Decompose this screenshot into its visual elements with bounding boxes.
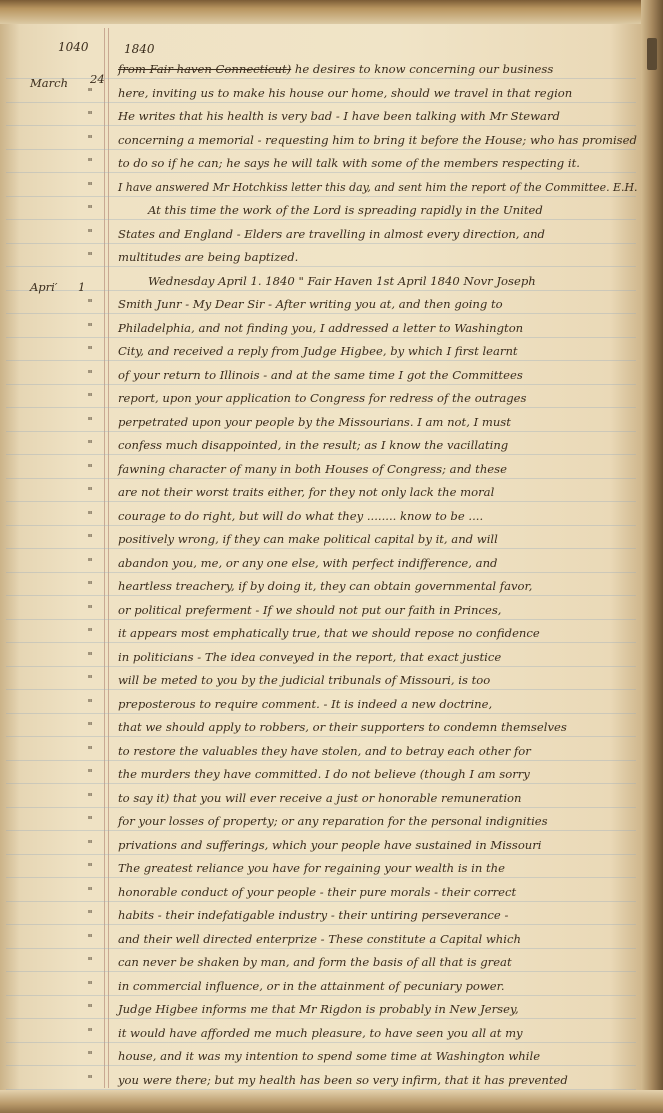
ditto-mark: " (87, 532, 93, 545)
ruled-line (6, 995, 636, 996)
ruled-line (6, 830, 636, 831)
ruled-line (6, 149, 636, 150)
manuscript-line: it would have afforded me much pleasure, to have seen you all at my (118, 1025, 523, 1040)
manuscript-line: you were there; but my health has been so very infirm, that it has prevented (118, 1072, 568, 1087)
ditto-mark: " (87, 720, 93, 733)
manuscript-line: At this time the work of the Lord is spreading rapidly in the United (148, 203, 543, 217)
manuscript-line: the murders they have committed. I do not believe (though I am sorry (118, 767, 530, 781)
ruled-line (6, 807, 636, 808)
manuscript-line: Philadelphia, and not finding you, I addressed a letter to Washington (118, 320, 524, 335)
margin-rule (104, 28, 105, 1088)
ruled-line (6, 783, 636, 784)
ditto-mark: " (87, 508, 93, 522)
manuscript-line: report, upon your application to Congress for redress of the outrages (118, 391, 527, 405)
margin-year-header: 1040 (58, 40, 89, 54)
ditto-mark: " (87, 367, 93, 381)
ditto-mark: " (87, 1072, 93, 1086)
manuscript-line: are not their worst traits either, for they not only lack the moral (118, 485, 495, 499)
ruled-line (6, 407, 636, 408)
manuscript-line: City, and received a reply from Judge Higbee, by which I first learnt (118, 344, 518, 358)
ditto-mark: " (87, 978, 93, 992)
manuscript-line: heartless treachery, if by doing it, they can obtain governmental favor, (118, 579, 533, 593)
manuscript-line: for your losses of property; or any reparation for the personal indignities (118, 814, 548, 828)
manuscript-line: here, inviting us to make his house our home, should we travel in that region (118, 85, 573, 100)
manuscript-line: privations and sufferings, which your people have sustained in Missouri (118, 837, 542, 852)
ditto-mark: " (87, 179, 93, 193)
ditto-mark: " (87, 837, 93, 851)
ditto-mark: " (87, 767, 93, 780)
book-binding (641, 0, 663, 1113)
ruled-line (6, 901, 636, 902)
manuscript-line: He writes that his health is very bad - I have been talking with Mr Steward (118, 109, 560, 123)
page-bottom-edge (0, 1090, 663, 1113)
ruled-line (6, 666, 636, 667)
manuscript-line: in commercial influence, or in the attainment of pecuniary power. (118, 978, 505, 993)
ruled-line (6, 313, 636, 314)
manuscript-line: in politicians - The idea conveyed in the report, that exact justice (118, 649, 502, 664)
manuscript-line: courage to do right, but will do what they ........ know to be .... (118, 508, 484, 523)
margin-date-march: March (30, 76, 68, 90)
ruled-line (6, 1042, 636, 1043)
manuscript-line: to restore the valuables they have stolen, and to betray each other for (118, 743, 531, 758)
page-year-header: 1840 (124, 42, 155, 56)
ditto-mark: " (87, 109, 93, 122)
ditto-mark: " (87, 626, 93, 639)
manuscript-line: concerning a memorial - requesting him to bring it before the House; who has promised (118, 132, 637, 147)
manuscript-line: The greatest reliance you have for regaining your wealth is in the (118, 861, 506, 875)
ditto-mark: " (87, 743, 93, 757)
manuscript-line: I have answered Mr Hotchkiss letter this day, and sent him the report of the Committee. E.H. (118, 179, 638, 194)
ditto-mark: " (87, 602, 93, 616)
ditto-mark: " (87, 226, 93, 240)
ruled-line (6, 290, 636, 291)
ruled-line (6, 1018, 636, 1019)
ruled-line (6, 689, 636, 690)
manuscript-line: to say it) that you will ever receive a just or honorable remuneration (118, 790, 522, 805)
ditto-mark: " (87, 438, 93, 451)
ruled-line (6, 266, 636, 267)
ruled-line (6, 572, 636, 573)
manuscript-line: house, and it was my intention to spend some time at Washington while (118, 1049, 541, 1063)
ruled-line (6, 548, 636, 549)
ditto-mark: " (87, 884, 93, 898)
ditto-mark: " (87, 1002, 93, 1015)
ditto-mark: " (87, 297, 93, 310)
ditto-mark: " (87, 790, 93, 804)
ditto-mark: " (87, 955, 93, 968)
ditto-mark: " (87, 414, 93, 428)
ruled-line (6, 619, 636, 620)
ruled-line (6, 642, 636, 643)
ditto-mark: " (87, 861, 93, 874)
ruled-line (6, 971, 636, 972)
ruled-line (6, 854, 636, 855)
ruled-line (6, 948, 636, 949)
manuscript-line: preposterous to require comment. - It is indeed a new doctrine, (118, 696, 493, 711)
manuscript-line: to do so if he can; he says he will talk with some of the members respecting it. (118, 156, 580, 170)
ditto-mark: " (87, 461, 93, 475)
ditto-mark: " (87, 579, 93, 592)
ruled-line (6, 525, 636, 526)
ditto-mark: " (87, 931, 93, 945)
ditto-mark: " (87, 250, 93, 263)
ditto-mark: " (87, 908, 93, 921)
ruled-line (6, 125, 636, 126)
manuscript-line: it appears most emphatically true, that we should repose no confidence (118, 626, 540, 640)
ditto-mark: " (87, 649, 93, 663)
manuscript-line: habits - their indefatigable industry - their untiring perseverance - (118, 908, 509, 922)
manuscript-line: honorable conduct of your people - their pure morals - their correct (118, 884, 517, 899)
manuscript-line: fawning character of many in both Houses of Congress; and these (118, 461, 507, 476)
margin-date-april: Apri′ (30, 280, 58, 294)
ditto-mark: " (87, 814, 93, 827)
ditto-mark: " (87, 673, 93, 686)
ruled-line (6, 760, 636, 761)
struck-text: from Fair haven Connecticut) (118, 62, 292, 76)
ditto-mark: " (87, 320, 93, 334)
ruled-line (6, 924, 636, 925)
ditto-mark: " (87, 132, 93, 146)
manuscript-line: abandon you, me, or any one else, with perfect indifference, and (118, 555, 498, 570)
ruled-line (6, 595, 636, 596)
ditto-mark: " (87, 85, 93, 99)
ruled-line (6, 337, 636, 338)
margin-day-march: 24 (90, 72, 105, 86)
manuscript-line: will be meted to you by the judicial tribunals of Missouri, is too (118, 673, 491, 687)
manuscript-line: Smith Junr - My Dear Sir - After writing you at, and then going to (118, 297, 503, 311)
manuscript-line: positively wrong, if they can make political capital by it, and will (118, 532, 498, 546)
manuscript-line: multitudes are being baptized. (118, 250, 299, 264)
ruled-line (6, 454, 636, 455)
ruled-line (6, 431, 636, 432)
margin-day-april: 1 (78, 280, 86, 294)
ditto-mark: " (87, 203, 93, 216)
ruled-line (6, 102, 636, 103)
ditto-mark: " (87, 696, 93, 710)
ruled-line (6, 172, 636, 173)
ruled-line (6, 736, 636, 737)
ditto-mark: " (87, 1049, 93, 1062)
ruled-line (6, 360, 636, 361)
ruled-line (6, 877, 636, 878)
ruled-line (6, 713, 636, 714)
manuscript-line: confess much disappointed, in the result; as I know the vacillating (118, 438, 509, 452)
ditto-mark: " (87, 1025, 93, 1039)
ditto-mark: " (87, 344, 93, 357)
manuscript-line: from Fair haven Connecticut) he desires to know concerning our business (118, 62, 554, 76)
manuscript-line: and their well directed enterprize - These constitute a Capital which (118, 931, 521, 946)
ruled-line (6, 478, 636, 479)
manuscript-line: Wednesday April 1. 1840 " Fair Haven 1st April 1840 Novr Joseph (148, 273, 536, 288)
ruled-line (6, 219, 636, 220)
ruled-line (6, 1065, 636, 1066)
manuscript-line: or political preferment - If we should not put our faith in Princes, (118, 602, 502, 617)
page-top-edge (0, 0, 663, 24)
ditto-mark: " (87, 156, 93, 169)
ruled-line (6, 196, 636, 197)
ditto-mark: " (87, 555, 93, 569)
manuscript-line: Judge Higbee informs me that Mr Rigdon is probably in New Jersey, (118, 1002, 519, 1016)
ruled-line (6, 384, 636, 385)
manuscript-line: of your return to Illinois - and at the same time I got the Committees (118, 367, 523, 382)
manuscript-line: that we should apply to robbers, or their supporters to condemn themselves (118, 720, 567, 734)
ditto-mark: " (87, 391, 93, 404)
ruled-line (6, 243, 636, 244)
ditto-mark: " (87, 485, 93, 498)
binding-tab (647, 38, 657, 70)
manuscript-line: can never be shaken by man, and form the basis of all that is great (118, 955, 512, 969)
margin-rule-inner (108, 28, 109, 1088)
ruled-line (6, 501, 636, 502)
manuscript-line: perpetrated upon your people by the Missourians. I am not, I must (118, 414, 511, 429)
manuscript-line: States and England - Elders are travelling in almost every direction, and (118, 226, 545, 241)
